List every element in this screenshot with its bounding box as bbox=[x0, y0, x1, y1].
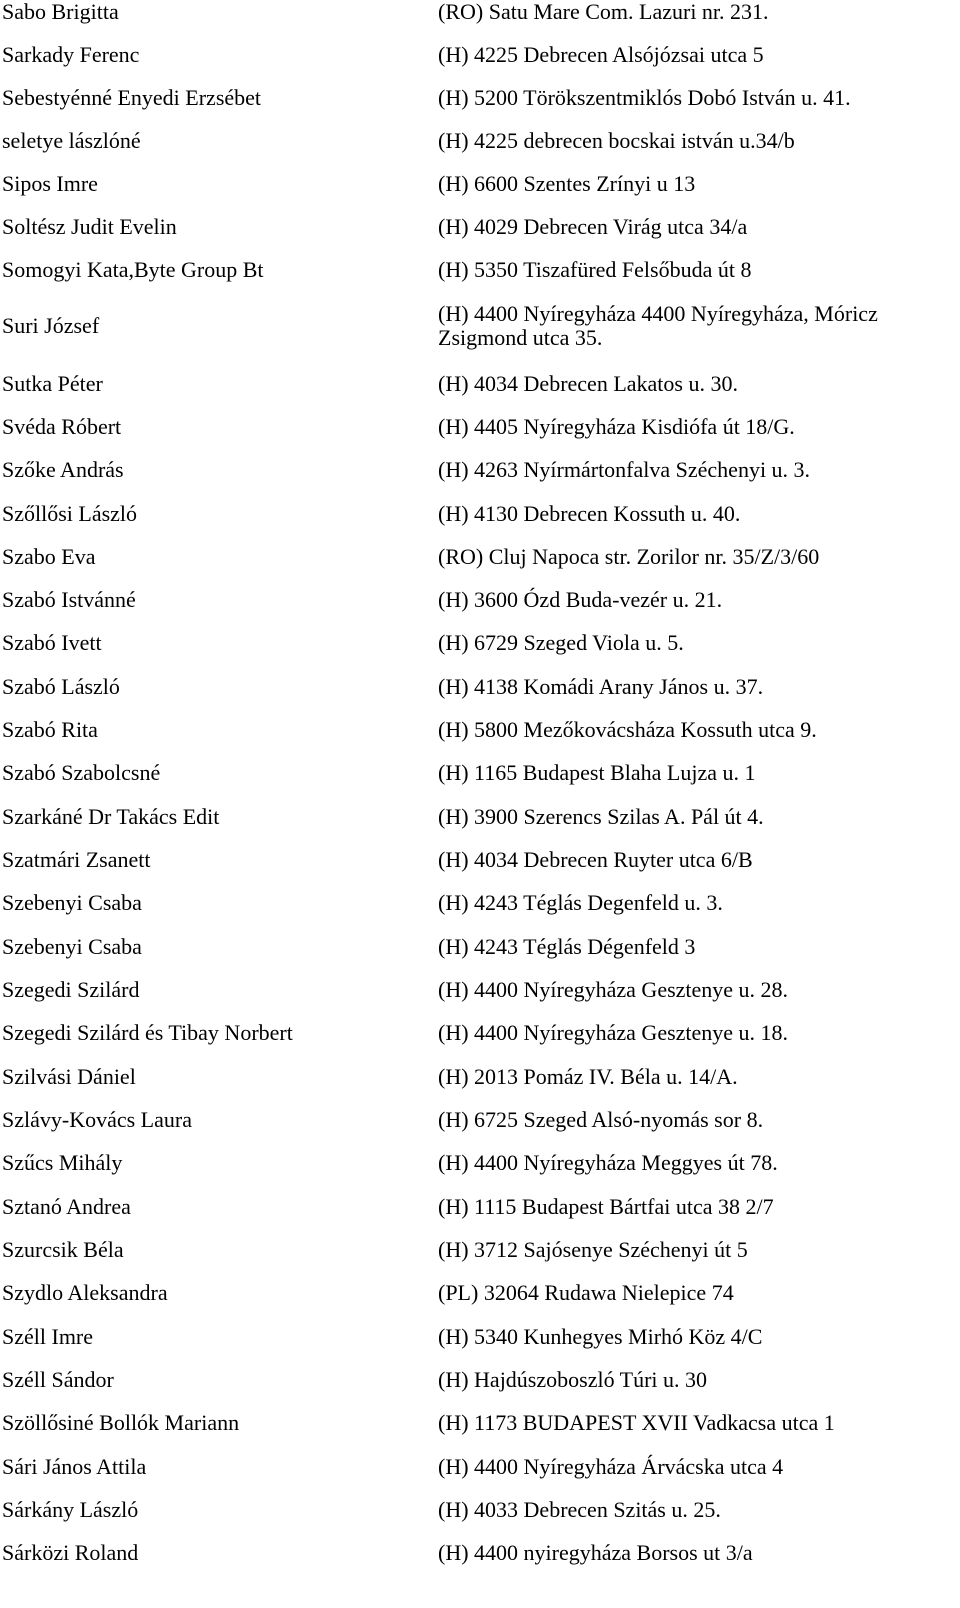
entry-name: Sári János Attila bbox=[2, 1454, 147, 1479]
entry-address: (H) 5200 Törökszentmiklós Dobó István u. 41. bbox=[438, 85, 851, 110]
entry-address: (H) 4400 nyiregyháza Borsos ut 3/a bbox=[438, 1540, 753, 1565]
entry-address: (H) 4243 Téglás Degenfeld u. 3. bbox=[438, 890, 723, 915]
entry-address: (H) 4029 Debrecen Virág utca 34/a bbox=[438, 214, 748, 239]
entry-address: (H) 4243 Téglás Dégenfeld 3 bbox=[438, 934, 696, 959]
entry-address: (H) 4034 Debrecen Lakatos u. 30. bbox=[438, 371, 738, 396]
entry-address: (H) 6600 Szentes Zrínyi u 13 bbox=[438, 171, 696, 196]
entry-name: Sabo Brigitta bbox=[2, 0, 119, 24]
entry-name: Sárközi Roland bbox=[2, 1540, 139, 1565]
entry-address: (H) 4130 Debrecen Kossuth u. 40. bbox=[438, 501, 741, 526]
entry-name: Szöllősiné Bollók Mariann bbox=[2, 1410, 240, 1435]
entry-name: Szarkáné Dr Takács Edit bbox=[2, 804, 220, 829]
entry-address: (H) 4400 Nyíregyháza Árvácska utca 4 bbox=[438, 1454, 784, 1479]
entry-address: (H) 4400 Nyíregyháza Gesztenye u. 18. bbox=[438, 1020, 789, 1045]
entry-address: (H) 1173 BUDAPEST XVII Vadkacsa utca 1 bbox=[438, 1410, 835, 1435]
entry-name: Szőke András bbox=[2, 457, 124, 482]
entry-name: Szabó Rita bbox=[2, 717, 98, 742]
entry-name: Sipos Imre bbox=[2, 171, 98, 196]
entry-name: Szurcsik Béla bbox=[2, 1237, 124, 1262]
entry-name: Soltész Judit Evelin bbox=[2, 214, 177, 239]
entry-name: Szegedi Szilárd bbox=[2, 977, 140, 1002]
entry-name: Sztanó Andrea bbox=[2, 1194, 131, 1219]
entry-address: (H) 5350 Tiszafüred Felsőbuda út 8 bbox=[438, 257, 752, 282]
entry-name: Szebenyi Csaba bbox=[2, 890, 142, 915]
entry-address: (H) 4225 Debrecen Alsójózsai utca 5 bbox=[438, 42, 764, 67]
entry-address: (PL) 32064 Rudawa Nielepice 74 bbox=[438, 1280, 734, 1305]
entry-address: (H) 6725 Szeged Alsó-nyomás sor 8. bbox=[438, 1107, 764, 1132]
entry-name: Sebestyénné Enyedi Erzsébet bbox=[2, 85, 262, 110]
entry-address: (H) 4400 Nyíregyháza Meggyes út 78. bbox=[438, 1150, 778, 1175]
entry-name: Szebenyi Csaba bbox=[2, 934, 142, 959]
entry-name: Szabó Istvánné bbox=[2, 587, 136, 612]
entry-name: seletye lászlóné bbox=[2, 128, 141, 153]
entry-address: (H) 4400 Nyíregyháza Gesztenye u. 28. bbox=[438, 977, 789, 1002]
entry-address: (RO) Satu Mare Com. Lazuri nr. 231. bbox=[438, 0, 769, 24]
entry-name: Sarkady Ferenc bbox=[2, 42, 140, 67]
entry-address: (H) 4225 debrecen bocskai istván u.34/b bbox=[438, 128, 795, 153]
entry-address: (H) 4405 Nyíregyháza Kisdiófa út 18/G. bbox=[438, 414, 795, 439]
entry-name: Somogyi Kata,Byte Group Bt bbox=[2, 257, 264, 282]
entry-address: (H) 5340 Kunhegyes Mirhó Köz 4/C bbox=[438, 1324, 763, 1349]
entry-name: Svéda Róbert bbox=[2, 414, 122, 439]
entry-name: Szőllősi László bbox=[2, 501, 138, 526]
entry-name: Szydlo Aleksandra bbox=[2, 1280, 168, 1305]
entry-name: Szilvási Dániel bbox=[2, 1064, 136, 1089]
entry-address: (H) 1165 Budapest Blaha Lujza u. 1 bbox=[438, 760, 756, 785]
entry-address: (H) 3600 Ózd Buda-vezér u. 21. bbox=[438, 587, 723, 612]
entry-name: Sutka Péter bbox=[2, 371, 103, 396]
entry-name: Szabo Eva bbox=[2, 544, 96, 569]
entry-address: (H) 3900 Szerencs Szilas A. Pál út 4. bbox=[438, 804, 764, 829]
entry-name: Szegedi Szilárd és Tibay Norbert bbox=[2, 1020, 293, 1045]
entry-address: (H) 6729 Szeged Viola u. 5. bbox=[438, 630, 684, 655]
entry-name: Szűcs Mihály bbox=[2, 1150, 123, 1175]
entry-address: (H) 4138 Komádi Arany János u. 37. bbox=[438, 674, 764, 699]
entry-name: Szabó László bbox=[2, 674, 120, 699]
entry-address: (H) 3712 Sajósenye Széchenyi út 5 bbox=[438, 1237, 748, 1262]
entry-address: (H) 4263 Nyírmártonfalva Széchenyi u. 3. bbox=[438, 457, 811, 482]
entry-name: Szatmári Zsanett bbox=[2, 847, 151, 872]
entry-name: Szlávy-Kovács Laura bbox=[2, 1107, 192, 1132]
entry-name: Sárkány László bbox=[2, 1497, 139, 1522]
entry-address: (H) 2013 Pomáz IV. Béla u. 14/A. bbox=[438, 1064, 738, 1089]
entry-name: Széll Sándor bbox=[2, 1367, 114, 1392]
entry-address: (H) 4400 Nyíregyháza 4400 Nyíregyháza, Móricz Zsigmond utca 35. bbox=[438, 301, 878, 350]
entry-address: (H) Hajdúszoboszló Túri u. 30 bbox=[438, 1367, 708, 1392]
entry-name: Széll Imre bbox=[2, 1324, 94, 1349]
entry-name: Szabó Ivett bbox=[2, 630, 102, 655]
entry-address: (RO) Cluj Napoca str. Zorilor nr. 35/Z/3/60 bbox=[438, 544, 820, 569]
entry-address: (H) 1115 Budapest Bártfai utca 38 2/7 bbox=[438, 1194, 774, 1219]
entry-address: (H) 4034 Debrecen Ruyter utca 6/B bbox=[438, 847, 753, 872]
entry-address: (H) 5800 Mezőkovácsháza Kossuth utca 9. bbox=[438, 717, 817, 742]
entry-name: Szabó Szabolcsné bbox=[2, 760, 161, 785]
entry-address: (H) 4033 Debrecen Szitás u. 25. bbox=[438, 1497, 721, 1522]
entry-name: Suri József bbox=[2, 313, 100, 338]
